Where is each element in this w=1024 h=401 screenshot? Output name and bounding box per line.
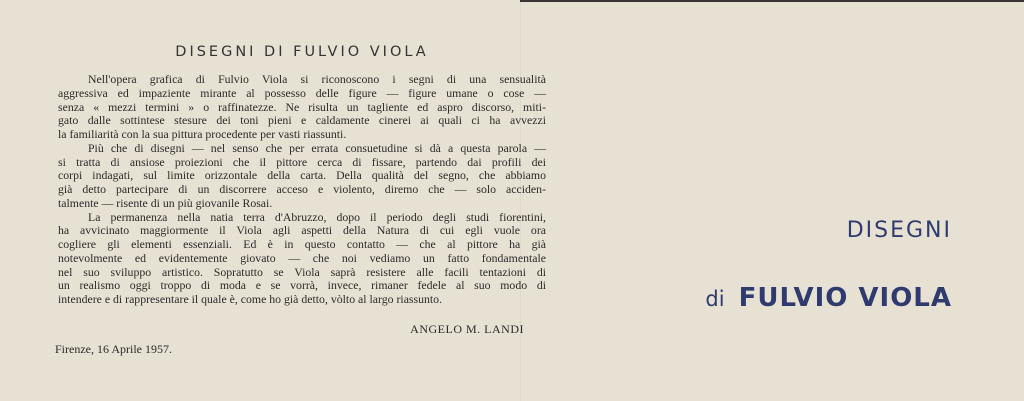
essay-line: nel suo sviluppo artistico. Sopratutto se Viola saprà resistere alle facili tentazioni di	[58, 264, 546, 279]
essay-title: DISEGNI DI FULVIO VIOLA	[175, 44, 429, 60]
cover-artist	[705, 283, 952, 313]
essay-line: gato dalle sottintese stesure dei toni pieni e caldamente cinerei ai quali ci ha avvezzi	[58, 113, 546, 128]
cover-heading: DISEGNI	[846, 218, 952, 243]
essay-line: aggressiva ed impaziente mirante al possesso delle figure — figure umane o cose —	[58, 85, 546, 100]
place-date: Firenze, 16 Aprile 1957.	[55, 342, 172, 356]
essay-line: Nell'opera grafica di Fulvio Viola si riconoscono i segni di una sensualità	[88, 72, 546, 86]
essay-line: notevolmente ed evidentemente giovato — che noi vediamo un fatto fondamentale	[58, 250, 546, 265]
essay-line: senza « mezzi termini » o raffinatezze. Ne risulta un tagliente ed aspro discorso, miti-	[58, 99, 546, 114]
essay-line: corpi indagati, sul limite orizzontale della carta. Della qualità del segno, che abbiamo	[58, 168, 546, 183]
essay-line: intendere e di rappresentare il quale è, come ho già detto, vòlto al largo riassunto.	[58, 292, 443, 306]
essay-line: ha avvicinato maggiormente il Viola agli aspetti della Natura di cui egli vuole ora	[58, 223, 546, 238]
essay-line: La permanenza nella natia terra d'Abruzzo, dopo il periodo degli studi fiorentini,	[88, 209, 546, 224]
essay-line: talmente — risente di un più giovanile Rosai.	[58, 195, 273, 210]
cover-prefix: di	[705, 287, 725, 311]
essay-line: Più che di disegni — nel senso che per errata consuetudine si dà a questa parola —	[88, 140, 546, 155]
essay-line: cogliere gli elementi essenziali. Ed è in questo contatto — che al pittore ha già	[58, 237, 546, 251]
essay-line: un realismo oggi troppo di moda e se vorrà, invece, rimaner fedele al suo modo di	[58, 278, 546, 293]
cover-artist-name: FULVIO VIOLA	[738, 283, 952, 313]
essay-line: la familiarità con la sua pittura procedente per vasti riassunti.	[58, 127, 347, 141]
author-signature: ANGELO M. LANDI	[410, 322, 524, 336]
essay-line: già detto partecipare di un discorrere acceso e violento, diremo che — solo acciden-	[58, 182, 546, 196]
essay-body	[58, 73, 546, 307]
essay-line: si tratta di ansiose proiezioni che il pittore cerca di fissare, partendo dai profili dei	[58, 154, 546, 169]
page-top-edge	[520, 0, 1024, 2]
